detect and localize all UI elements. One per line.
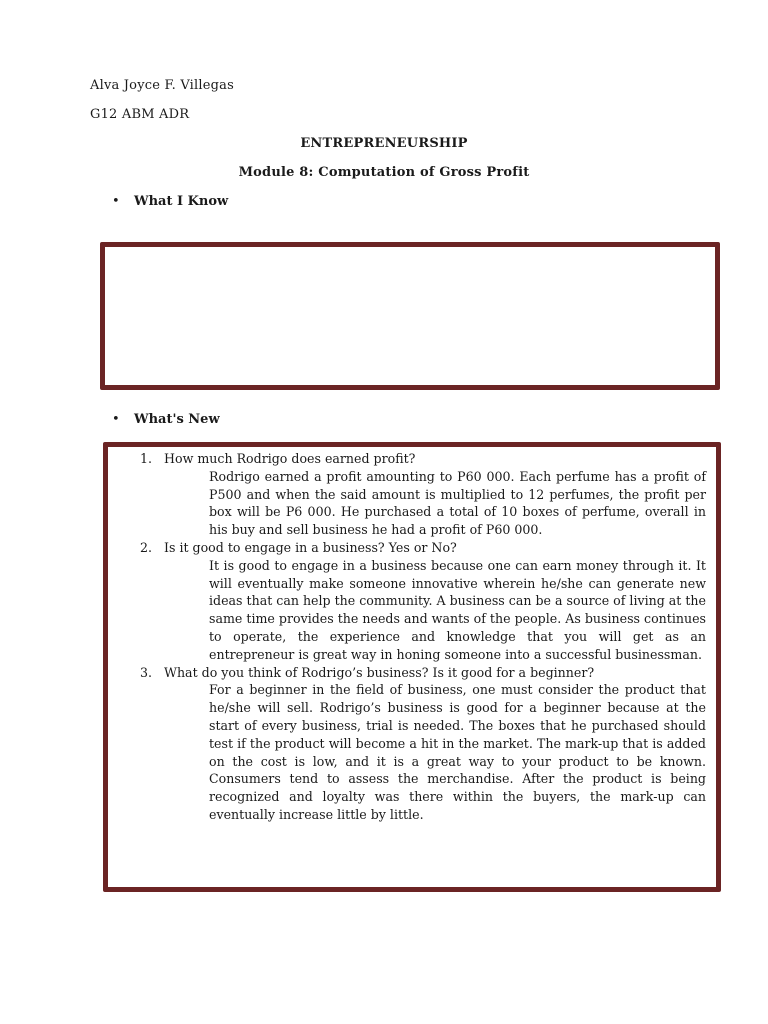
question-text: What do you think of Rodrigo’s business? Is it good for a beginner? [164, 664, 595, 680]
bullet-label: What I Know [134, 194, 229, 209]
bullet-dot: • [112, 412, 120, 427]
what-i-know-box [100, 242, 720, 390]
question-number: 2. [140, 539, 153, 555]
question-text: How much Rodrigo does earned profit? [164, 451, 416, 466]
subject-title: ENTREPRENEURSHIP [300, 136, 468, 151]
question [140, 450, 706, 468]
list-item [140, 450, 706, 539]
author-name: Alva Joyce F. Villegas [90, 78, 234, 93]
list-item [140, 539, 706, 664]
list-item [140, 664, 706, 824]
bullet-what-i-know [112, 194, 228, 209]
answer-text: Rodrigo earned a profit amounting to P60 000. Each perfume has a profit of P500 and when the said amount is multiplied to 12 perfumes, the profit per box will be P6 000. He purchased a total of 10 boxes of perfume, overall in his buy and sell business he had a profit of P60 000. [209, 468, 706, 538]
module-title: Module 8: Computation of Gross Profit [238, 165, 530, 180]
question-number: 3. [140, 664, 153, 680]
class-section: G12 ABM ADR [90, 107, 190, 122]
answer-text: For a beginner in the field of business, one must consider the product that he/she will sell. Rodrigo’s business is good for a beginner because at the start of every business, trial is needed. The boxes that he purchased should test if the product will become a hit in the market. The mark-up that is added on the cost is low, and it is a great way to your product to be known. Consumers tend to assess the merchandise. After the product is being recognized and loyalty was there within the buyers, the mark-up can eventually increase little by little. [209, 682, 706, 822]
question-text: Is it good to engage in a business? Yes or No? [164, 539, 457, 555]
question-answer-list [140, 450, 706, 824]
bullet-dot: • [112, 194, 120, 209]
bullet-whats-new [112, 412, 220, 427]
question [140, 539, 706, 557]
question [140, 664, 706, 682]
bullet-label: What's New [134, 412, 220, 427]
question-number: 1. [140, 451, 153, 466]
answer-text: It is good to engage in a business because one can earn money through it. It will eventually make someone innovative wherein he/she can generate new ideas that can help the community. A business can be a source of living at the same time provides the needs and wants of the people. As business continues to operate, the experience and knowledge that you will get as an entrepreneur is great way in honing someone into a successful businessman. [209, 557, 706, 662]
